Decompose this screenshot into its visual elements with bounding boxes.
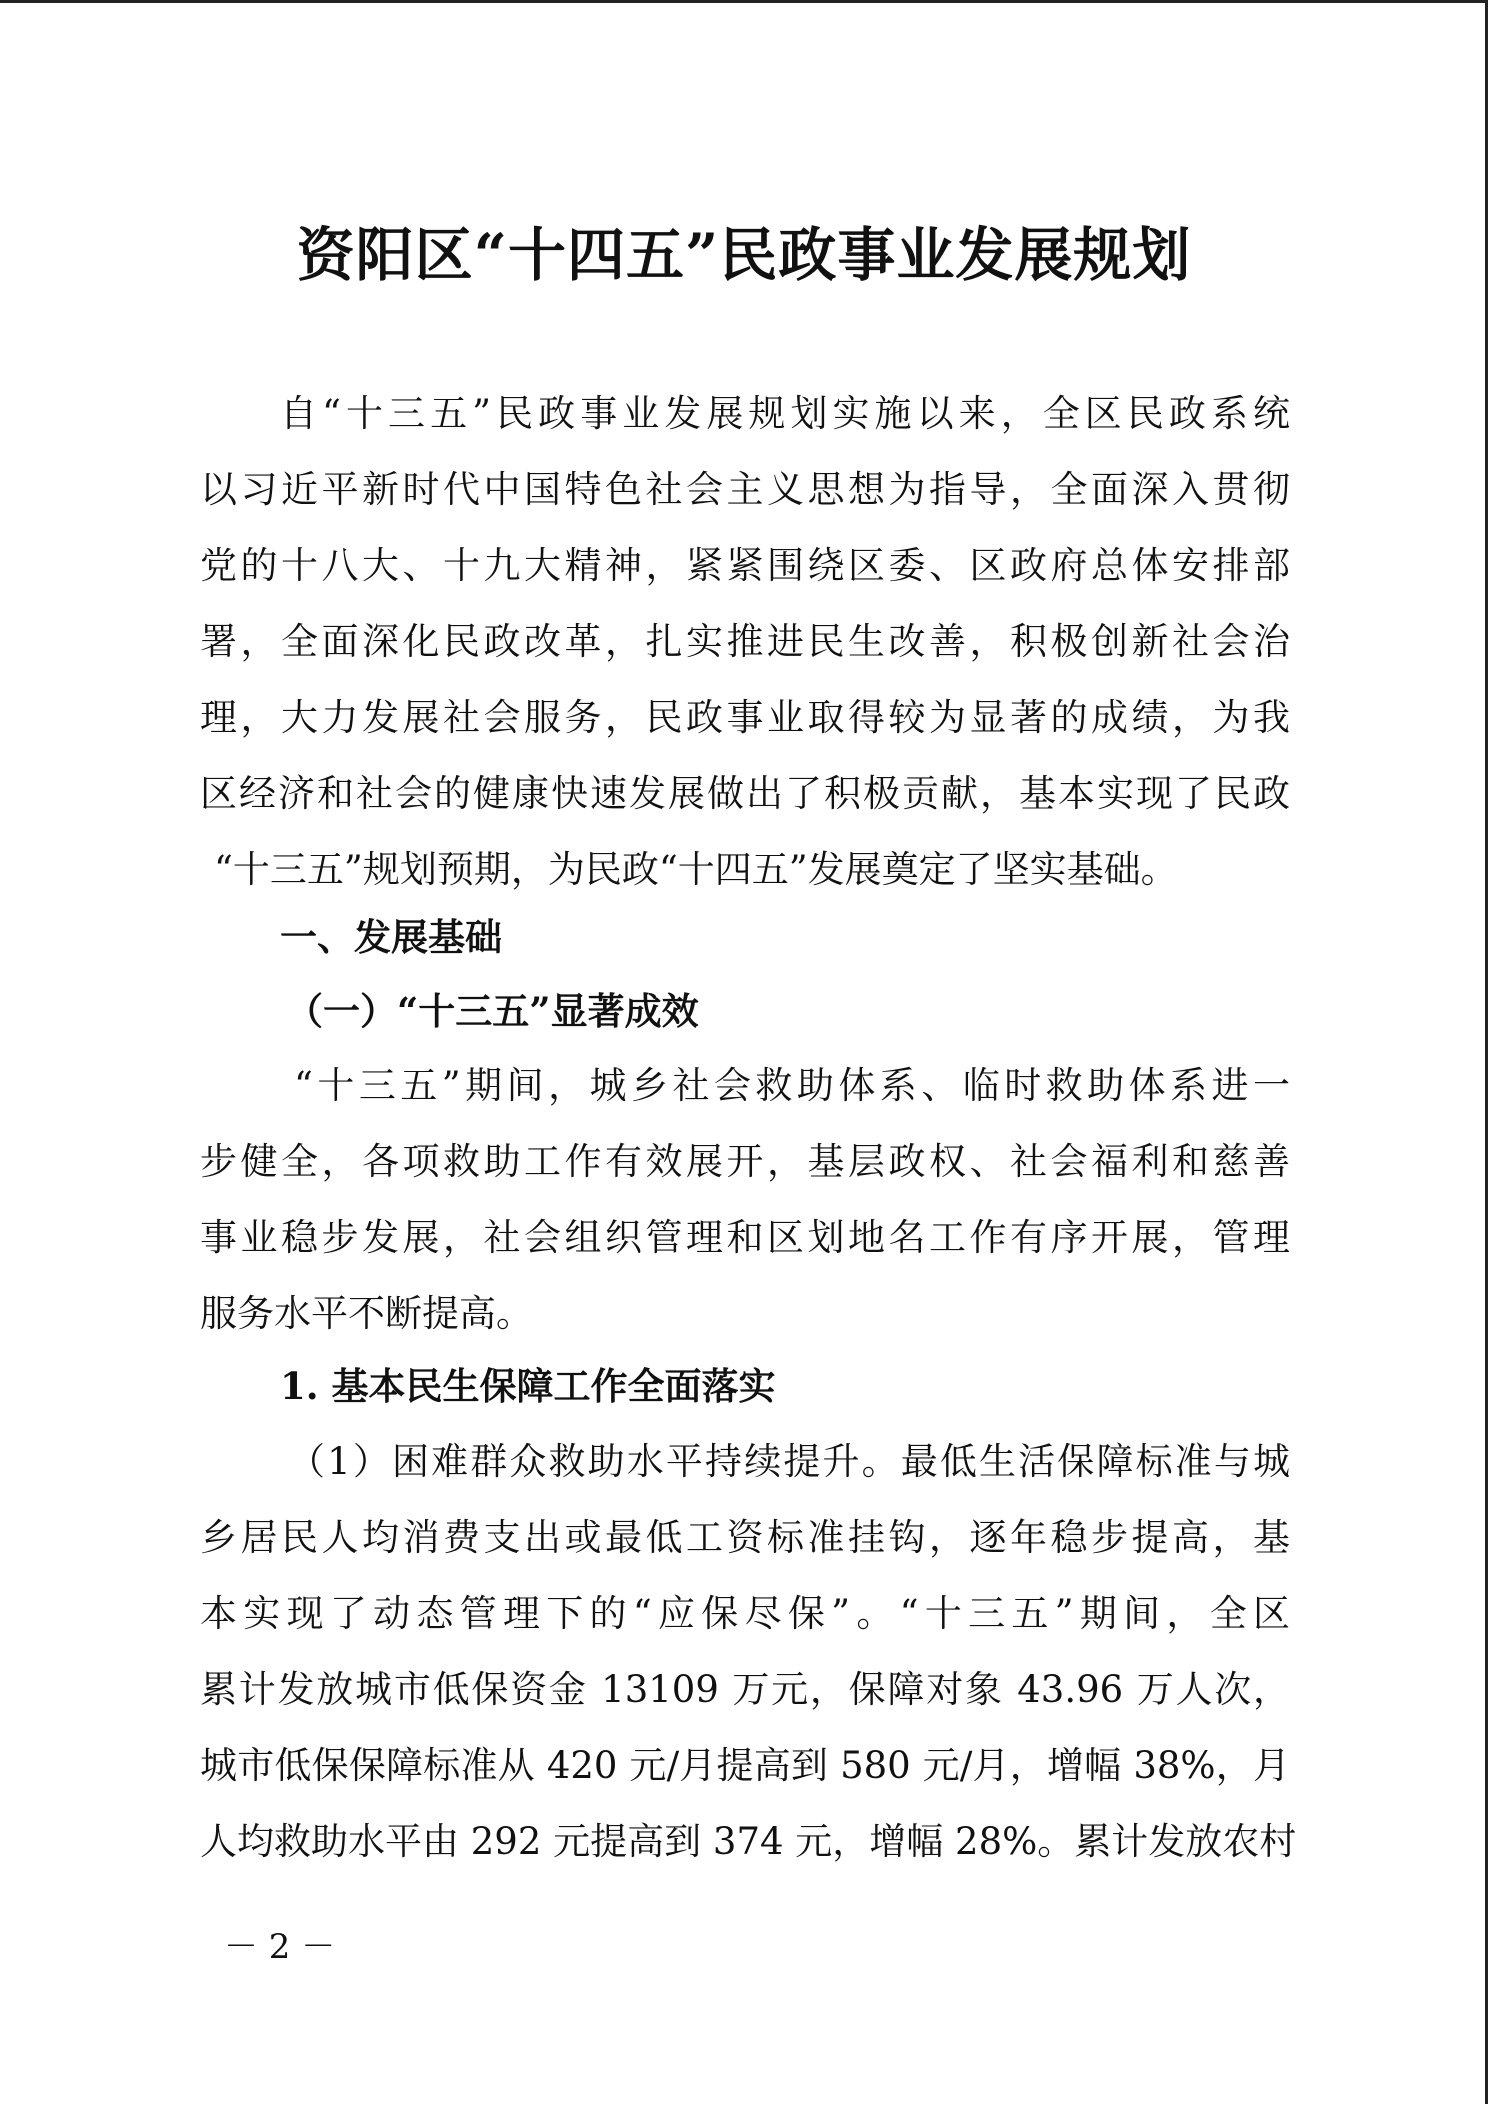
subsection-line: “十三五”期间，城乡社会救助体系、临时救助体系进一 [294, 1064, 1290, 1107]
intro-line: 区经济和社会的健康快速发展做出了积极贡献，基本实现了民政 [200, 772, 1290, 815]
subsection-line: 事业稳步发展，社会组织管理和区划地名工作有序开展，管理 [200, 1216, 1290, 1259]
intro-line: 以习近平新时代中国特色社会主义思想为指导，全面深入贯彻 [200, 468, 1290, 511]
intro-line: 自“十三五”民政事业发展规划实施以来，全区民政系统 [280, 392, 1290, 435]
item-line: 乡居民人均消费支出或最低工资标准挂钩，逐年稳步提高，基 [200, 1516, 1290, 1559]
page-number: － 2 － [224, 1927, 336, 1967]
intro-line: 理，大力发展社会服务，民政事业取得较为显著的成绩，为我 [200, 696, 1290, 739]
intro-line: “十三五”规划预期，为民政“十四五”发展奠定了坚实基础。 [214, 848, 1178, 891]
document-title: 资阳区“十四五”民政事业发展规划 [296, 221, 1192, 289]
item-heading: 1. 基本民生保障工作全面落实 [280, 1364, 776, 1408]
item-line: 本实现了动态管理下的“应保尽保”。“十三五”期间，全区 [200, 1592, 1290, 1635]
intro-line: 署，全面深化民政改革，扎实推进民生改善，积极创新社会治 [200, 620, 1290, 663]
item-line: （1）困难群众救助水平持续提升。最低生活保障标准与城 [288, 1440, 1290, 1483]
subsection-heading: （一）“十三五”显著成效 [286, 989, 699, 1033]
subsection-line: 步健全，各项救助工作有效展开，基层政权、社会福利和慈善 [200, 1140, 1290, 1183]
intro-line: 党的十八大、十九大精神，紧紧围绕区委、区政府总体安排部 [200, 544, 1290, 587]
section-heading: 一、发展基础 [280, 915, 502, 959]
subsection-line: 服务水平不断提高。 [200, 1292, 533, 1335]
item-line: 人均救助水平由 292 元提高到 374 元，增幅 28%。累计发放农村 [200, 1820, 1297, 1863]
item-line: 累计发放城市低保资金 13109 万元，保障对象 43.96 万人次， [200, 1668, 1290, 1711]
item-line: 城市低保保障标准从 420 元/月提高到 580 元/月，增幅 38%，月 [200, 1744, 1290, 1787]
